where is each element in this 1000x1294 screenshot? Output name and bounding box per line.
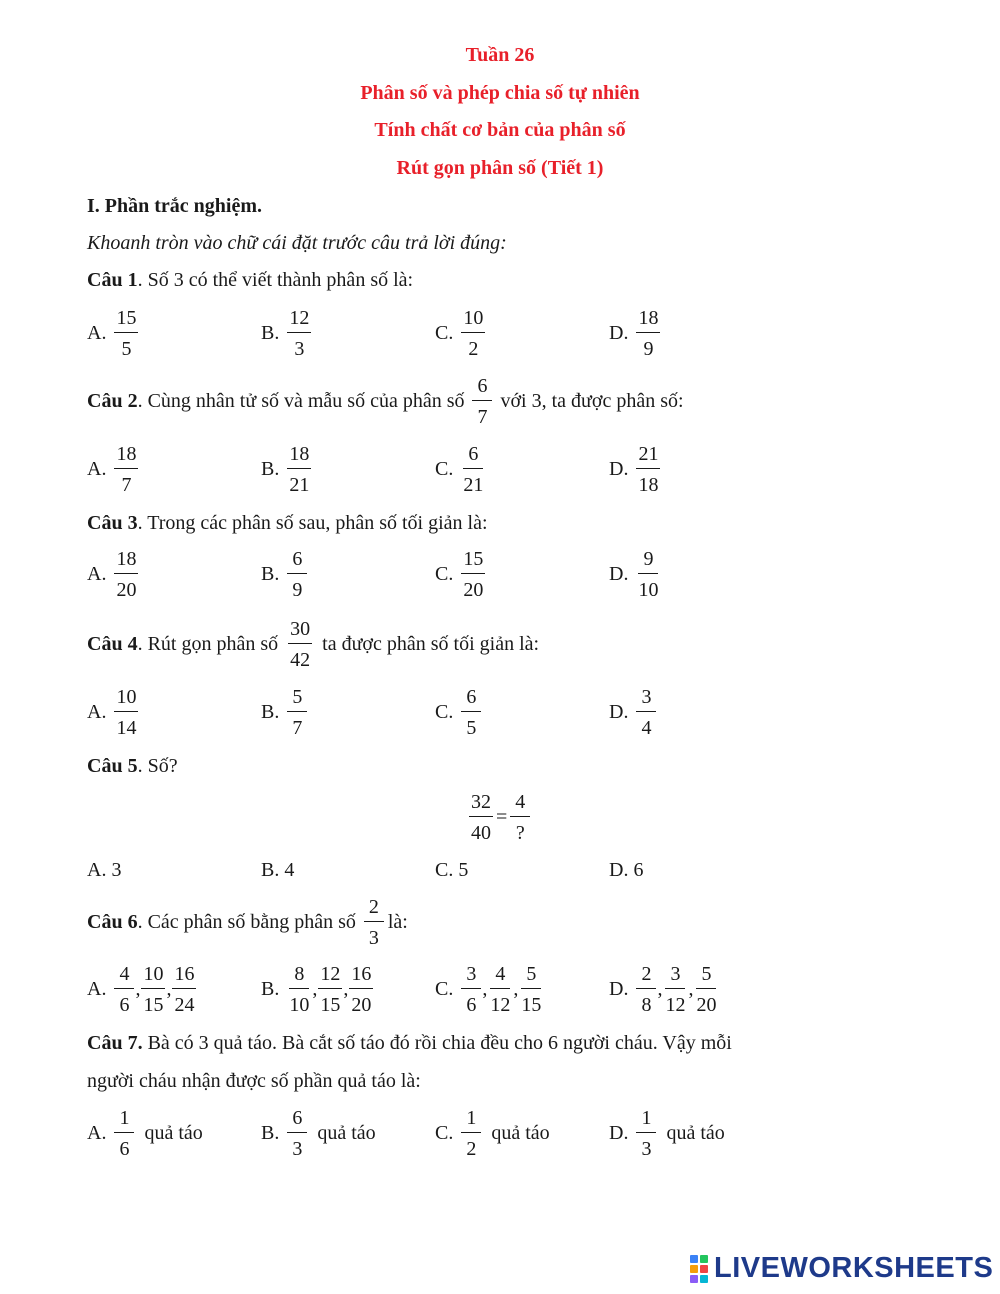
- fraction: [636, 442, 660, 497]
- fraction: [461, 442, 485, 497]
- numerator: 9: [638, 547, 658, 574]
- denominator: 3: [368, 927, 379, 949]
- fraction: [636, 547, 660, 602]
- fraction: [469, 790, 493, 845]
- denominator: 5: [466, 717, 477, 739]
- numerator: 3: [636, 685, 656, 712]
- fraction: [364, 895, 384, 950]
- q5-option-d[interactable]: D. 6: [609, 859, 644, 881]
- q6-option-b[interactable]: [261, 962, 373, 1017]
- fraction: [636, 306, 660, 361]
- option-letter: D.: [609, 322, 629, 344]
- denominator: 12: [490, 994, 511, 1016]
- option-letter: D.: [609, 978, 629, 1000]
- numerator: 12: [287, 306, 311, 333]
- fraction: [461, 306, 485, 361]
- numerator: 6: [287, 547, 307, 574]
- numerator: 6: [472, 374, 492, 401]
- equals-sign: =: [496, 806, 508, 828]
- denominator: 4: [641, 717, 652, 739]
- denominator: 2: [468, 338, 479, 360]
- numerator: 4: [490, 962, 510, 989]
- question-4: [87, 617, 539, 672]
- denominator: 6: [119, 1138, 130, 1160]
- numerator: 16: [172, 962, 196, 989]
- comma: ,: [688, 978, 694, 1000]
- denominator: 42: [290, 649, 311, 671]
- numerator: 10: [461, 306, 485, 333]
- fraction: [663, 962, 687, 1017]
- q6-option-d[interactable]: [609, 962, 718, 1017]
- option-letter: D.: [609, 458, 629, 480]
- question-6: [87, 895, 408, 950]
- option-letter: B.: [261, 978, 280, 1000]
- fraction: [287, 547, 307, 602]
- option-letter: C.: [435, 563, 454, 585]
- fraction-list: [114, 962, 196, 1017]
- denominator: 6: [466, 994, 477, 1016]
- question-text: . Rút gọn phân số: [137, 633, 279, 655]
- question-label: Câu 6: [87, 911, 138, 933]
- fraction: [114, 1106, 134, 1161]
- denominator: 6: [119, 994, 130, 1016]
- option-letter: D.: [609, 1122, 629, 1144]
- numerator: 5: [521, 962, 541, 989]
- liveworksheets-logo-text: LIVEWORKSHEETS: [714, 1252, 994, 1284]
- fraction: [461, 547, 485, 602]
- option-letter: B.: [261, 701, 280, 723]
- option-letter: A.: [87, 458, 107, 480]
- fraction: [636, 962, 656, 1017]
- fraction: [694, 962, 718, 1017]
- option-letter: C.: [435, 458, 454, 480]
- denominator: 5: [121, 338, 132, 360]
- liveworksheets-logo-icon: [690, 1255, 708, 1283]
- fraction: [114, 962, 134, 1017]
- option-letter: B.: [261, 1122, 280, 1144]
- option-letter: B.: [261, 563, 280, 585]
- denominator: 10: [638, 579, 659, 601]
- q7-option-a[interactable]: [87, 1106, 203, 1161]
- question-text-after: là:: [387, 911, 408, 933]
- question-text: Bà có 3 quả táo. Bà cắt số táo đó rồi chia đều cho 6 người cháu. Vậy mỗi: [142, 1032, 732, 1054]
- question-label: Câu 4: [87, 633, 138, 655]
- numerator: 21: [636, 442, 660, 469]
- fraction: [461, 685, 481, 740]
- fraction: [287, 685, 307, 740]
- q3-option-d[interactable]: [609, 547, 660, 602]
- unit-label: quả táo: [144, 1122, 203, 1144]
- numerator: 2: [636, 962, 656, 989]
- numerator: 18: [114, 547, 138, 574]
- comma: ,: [166, 978, 172, 1000]
- numerator: 3: [461, 962, 481, 989]
- denominator: 40: [471, 822, 491, 844]
- question-text: . Số?: [137, 755, 178, 777]
- q2-option-d[interactable]: [609, 442, 660, 497]
- option-letter: A.: [87, 1122, 107, 1144]
- numerator: 12: [318, 962, 342, 989]
- fraction: [287, 442, 311, 497]
- numerator: 1: [636, 1106, 656, 1133]
- question-label: Câu 7.: [87, 1032, 143, 1054]
- numerator: 15: [461, 547, 485, 574]
- denominator: 14: [116, 717, 137, 739]
- q5-option-c[interactable]: C. 5: [435, 859, 469, 881]
- option-letter: C.: [435, 1122, 454, 1144]
- q3-option-c[interactable]: [435, 547, 485, 602]
- liveworksheets-logo: [690, 1252, 993, 1285]
- denominator: 18: [638, 474, 659, 496]
- denominator: 24: [174, 994, 195, 1016]
- denominator: 15: [320, 994, 341, 1016]
- denominator: 7: [477, 406, 488, 428]
- fraction: [114, 442, 138, 497]
- q2-option-a[interactable]: [87, 442, 138, 497]
- numerator: 4: [114, 962, 134, 989]
- q7-option-c[interactable]: [435, 1106, 550, 1161]
- numerator: 30: [288, 617, 312, 644]
- numerator: 15: [114, 306, 138, 333]
- denominator: 15: [521, 994, 542, 1016]
- comma: ,: [135, 978, 141, 1000]
- q5-equation: [469, 790, 530, 845]
- fraction-list: [636, 962, 718, 1017]
- q7-option-b[interactable]: [261, 1106, 376, 1161]
- question-1: [87, 269, 413, 292]
- question-2: [87, 374, 684, 429]
- question-7: [87, 1032, 732, 1055]
- numerator: 5: [287, 685, 307, 712]
- fraction: [288, 617, 312, 672]
- week-title: Tuần 26: [465, 44, 535, 66]
- unit-label: quả táo: [666, 1122, 725, 1144]
- fraction: [519, 962, 543, 1017]
- denominator: 20: [696, 994, 717, 1016]
- denominator: 2: [466, 1138, 477, 1160]
- unit-label: quả táo: [317, 1122, 376, 1144]
- unit-label: quả táo: [491, 1122, 550, 1144]
- option-letter: A.: [87, 563, 107, 585]
- topic-title-3: Rút gọn phân số (Tiết 1): [396, 157, 604, 179]
- comma: ,: [513, 978, 519, 1000]
- comma: ,: [482, 978, 488, 1000]
- q4-option-d[interactable]: [609, 685, 656, 740]
- question-5: [87, 755, 178, 778]
- fraction: [510, 790, 530, 845]
- denominator: 8: [641, 994, 652, 1016]
- denominator: 7: [121, 474, 132, 496]
- denominator: 20: [351, 994, 372, 1016]
- denominator: 12: [665, 994, 686, 1016]
- numerator: 18: [114, 442, 138, 469]
- fraction: [472, 374, 492, 429]
- fraction: [287, 1106, 307, 1161]
- numerator: 3: [665, 962, 685, 989]
- option-letter: C.: [435, 978, 454, 1000]
- numerator: 2: [364, 895, 384, 922]
- denominator: 21: [289, 474, 310, 496]
- q4-option-b[interactable]: [261, 685, 307, 740]
- numerator: 8: [289, 962, 309, 989]
- comma: ,: [657, 978, 663, 1000]
- numerator: 1: [461, 1106, 481, 1133]
- question-text: . Cùng nhân tử số và mẫu số của phân số: [137, 390, 465, 412]
- q6-option-c[interactable]: [435, 962, 543, 1017]
- q1-option-b[interactable]: [261, 306, 311, 361]
- question-label: Câu 2: [87, 390, 138, 412]
- option-letter: C.: [435, 701, 454, 723]
- q2-option-b[interactable]: [261, 442, 311, 497]
- option-letter: C.: [435, 322, 454, 344]
- question-text-after: ta được phân số tối giản là:: [322, 633, 540, 655]
- fraction: [114, 685, 138, 740]
- q5-option-b[interactable]: B. 4: [261, 859, 295, 881]
- q7-option-d[interactable]: [609, 1106, 725, 1161]
- fraction: [636, 1106, 656, 1161]
- fraction: [461, 1106, 481, 1161]
- numerator: 5: [696, 962, 716, 989]
- fraction: [318, 962, 342, 1017]
- option-letter: D.: [609, 701, 629, 723]
- option-letter: B.: [261, 458, 280, 480]
- comma: ,: [312, 978, 318, 1000]
- fraction: [636, 685, 656, 740]
- question-label: Câu 5: [87, 755, 138, 777]
- fraction: [141, 962, 165, 1017]
- denominator: 9: [643, 338, 654, 360]
- q4-option-a[interactable]: [87, 685, 138, 740]
- numerator: 16: [349, 962, 373, 989]
- fraction-list: [287, 962, 373, 1017]
- section-title: I. Phần trắc nghiệm.: [87, 195, 262, 217]
- fraction: [114, 547, 138, 602]
- denominator: 7: [292, 717, 303, 739]
- fraction: [172, 962, 196, 1017]
- q1-option-c[interactable]: [435, 306, 485, 361]
- denominator: 20: [116, 579, 137, 601]
- numerator: 10: [114, 685, 138, 712]
- numerator: 18: [636, 306, 660, 333]
- numerator: 6: [463, 442, 483, 469]
- comma: ,: [343, 978, 349, 1000]
- instruction-text: Khoanh tròn vào chữ cái đặt trước câu trả lời đúng:: [87, 232, 507, 254]
- numerator: 6: [287, 1106, 307, 1133]
- fraction: [349, 962, 373, 1017]
- denominator: 15: [143, 994, 164, 1016]
- q5-option-a[interactable]: A. 3: [87, 859, 122, 881]
- q3-option-b[interactable]: [261, 547, 307, 602]
- denominator: 9: [292, 579, 303, 601]
- denominator: 3: [641, 1138, 652, 1160]
- question-label: Câu 1: [87, 269, 138, 291]
- question-7-line-2: người cháu nhận được số phần quả táo là:: [87, 1070, 421, 1092]
- question-text: . Trong các phân số sau, phân số tối giản là:: [137, 512, 488, 534]
- q4-option-c[interactable]: [435, 685, 481, 740]
- option-letter: A.: [87, 978, 107, 1000]
- question-label: Câu 3: [87, 512, 138, 534]
- q1-option-d[interactable]: [609, 306, 660, 361]
- q1-option-a[interactable]: [87, 306, 138, 361]
- numerator: 32: [469, 790, 493, 817]
- denominator: 21: [463, 474, 484, 496]
- numerator: 10: [141, 962, 165, 989]
- option-letter: A.: [87, 701, 107, 723]
- option-letter: A.: [87, 322, 107, 344]
- numerator: 18: [287, 442, 311, 469]
- numerator: 6: [461, 685, 481, 712]
- topic-title-2: Tính chất cơ bản của phân số: [374, 119, 626, 141]
- denominator: 20: [463, 579, 484, 601]
- numerator: 4: [510, 790, 530, 817]
- q3-option-a[interactable]: [87, 547, 138, 602]
- denominator-blank[interactable]: ?: [515, 822, 525, 844]
- fraction: [287, 306, 311, 361]
- q6-option-a[interactable]: [87, 962, 196, 1017]
- topic-title-1: Phân số và phép chia số tự nhiên: [360, 82, 640, 104]
- denominator: 3: [294, 338, 305, 360]
- option-letter: D.: [609, 563, 629, 585]
- fraction-list: [461, 962, 543, 1017]
- question-text-after: với 3, ta được phân số:: [500, 390, 684, 412]
- fraction: [461, 962, 481, 1017]
- q2-option-c[interactable]: [435, 442, 485, 497]
- fraction: [114, 306, 138, 361]
- question-3: [87, 512, 488, 535]
- denominator: 10: [289, 994, 310, 1016]
- option-letter: B.: [261, 322, 280, 344]
- fraction: [287, 962, 311, 1017]
- question-text: . Số 3 có thể viết thành phân số là:: [137, 269, 414, 291]
- denominator: 3: [292, 1138, 303, 1160]
- question-text: . Các phân số bằng phân số: [137, 911, 356, 933]
- numerator: 1: [114, 1106, 134, 1133]
- fraction: [488, 962, 512, 1017]
